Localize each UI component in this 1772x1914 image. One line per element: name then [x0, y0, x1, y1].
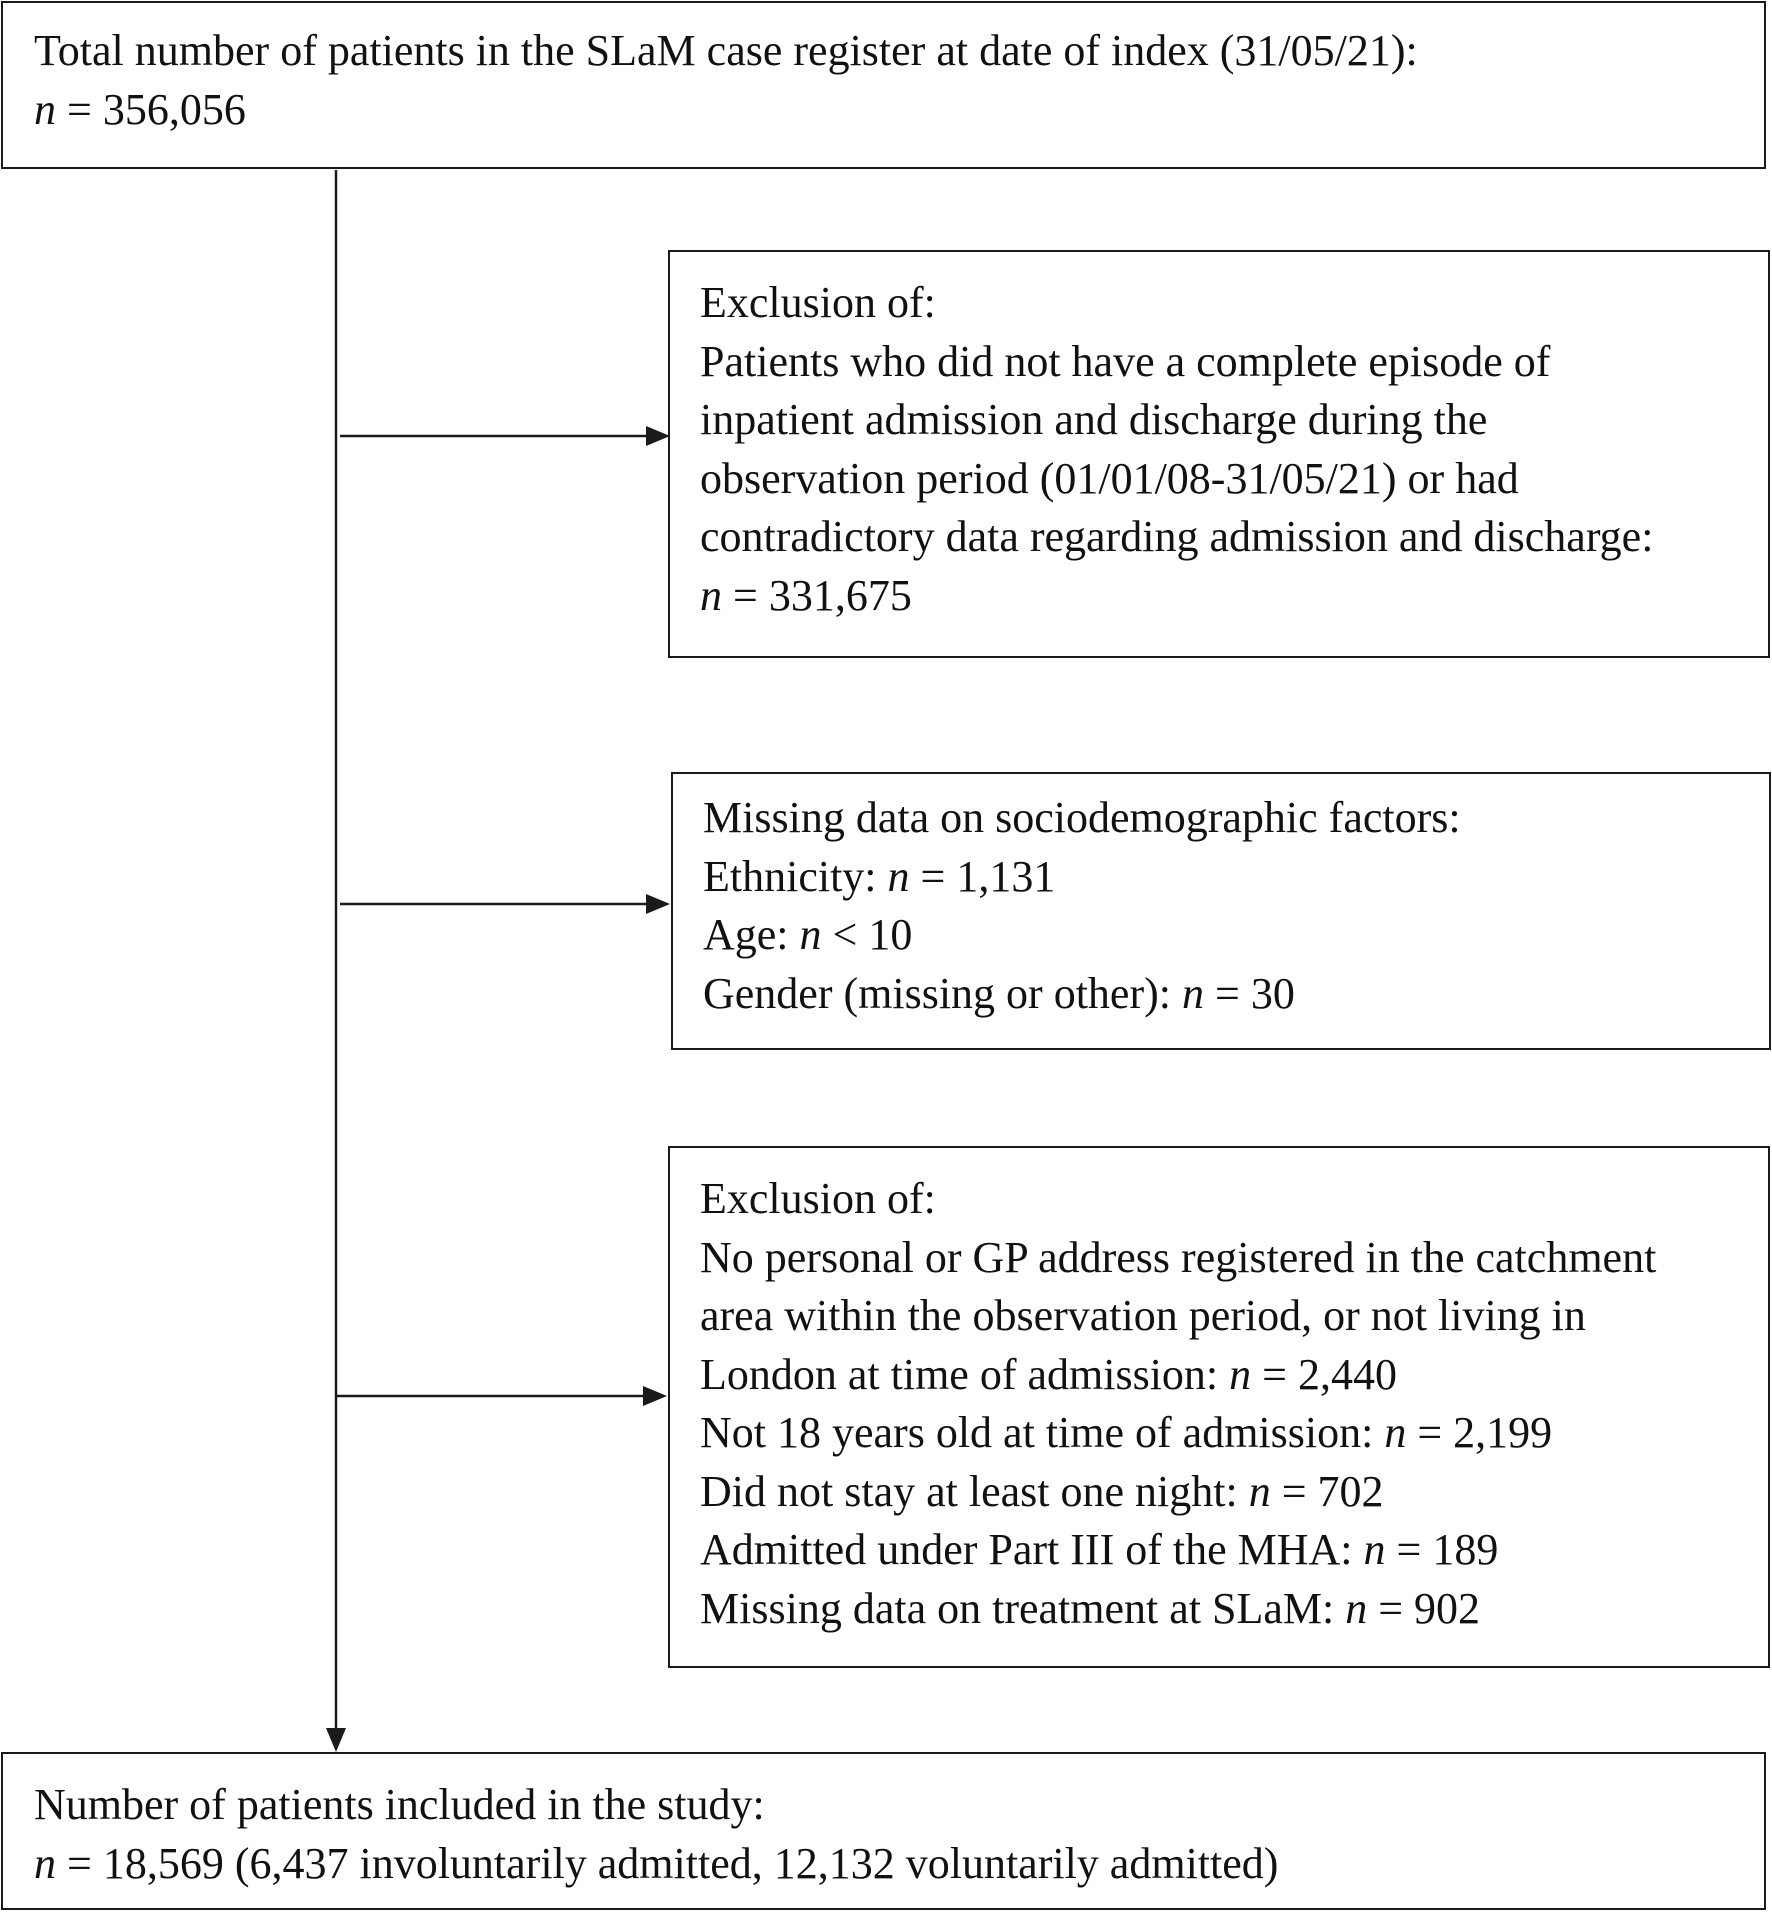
down-arrowhead — [326, 1728, 346, 1752]
total-patients-count: n = 356,056 — [34, 84, 246, 134]
missing-age: Age: n < 10 — [703, 910, 913, 959]
exclusion-2-treatment: Missing data on treatment at SLaM: n = 902 — [700, 1583, 1481, 1633]
exclusion-2-heading: Exclusion of: — [700, 1174, 936, 1223]
exclusion-1-text: Patients who did not have a complete episode of — [700, 336, 1551, 386]
included-patients-box — [1, 1752, 1766, 1910]
missing-data-box — [671, 772, 1771, 1050]
exclusion-1-text: inpatient admission and discharge during the — [700, 395, 1488, 444]
included-patients-label: Number of patients included in the study: — [34, 1780, 765, 1829]
missing-data-heading: Missing data on sociodemographic factors: — [703, 793, 1461, 842]
exclusion-2-london: London at time of admission: n = 2,440 — [700, 1349, 1397, 1399]
total-patients-label: Total number of patients in the SLaM case register at date of index (31/05/21): — [34, 26, 1418, 75]
exclusion-1-count: n = 331,675 — [700, 570, 912, 620]
exclusion-2-mha: Admitted under Part III of the MHA: n = 189 — [700, 1525, 1499, 1574]
total-patients-box — [1, 1, 1766, 169]
included-patients-count: n = 18,569 (6,437 involuntarily admitted, 12,132 voluntarily admitted) — [34, 1838, 1279, 1888]
arrowhead-missing — [646, 894, 670, 914]
missing-ethnicity: Ethnicity: n = 1,131 — [703, 851, 1056, 901]
arrowhead-exclusion-2 — [643, 1386, 667, 1406]
exclusion-2-stay: Did not stay at least one night: n = 702 — [700, 1466, 1384, 1516]
exclusion-box-2 — [668, 1146, 1770, 1668]
exclusion-1-heading: Exclusion of: — [700, 278, 936, 327]
missing-gender: Gender (missing or other): n = 30 — [703, 968, 1295, 1018]
arrowhead-exclusion-1 — [646, 426, 670, 446]
exclusion-1-text: contradictory data regarding admission and discharge: — [700, 512, 1654, 561]
exclusion-2-text: area within the observation period, or not living in — [700, 1291, 1586, 1340]
exclusion-box-1 — [668, 250, 1770, 658]
exclusion-2-text: No personal or GP address registered in the catchment — [700, 1232, 1657, 1282]
exclusion-1-text: observation period (01/01/08-31/05/21) or had — [700, 453, 1519, 503]
exclusion-2-age: Not 18 years old at time of admission: n = 2,199 — [700, 1408, 1553, 1457]
